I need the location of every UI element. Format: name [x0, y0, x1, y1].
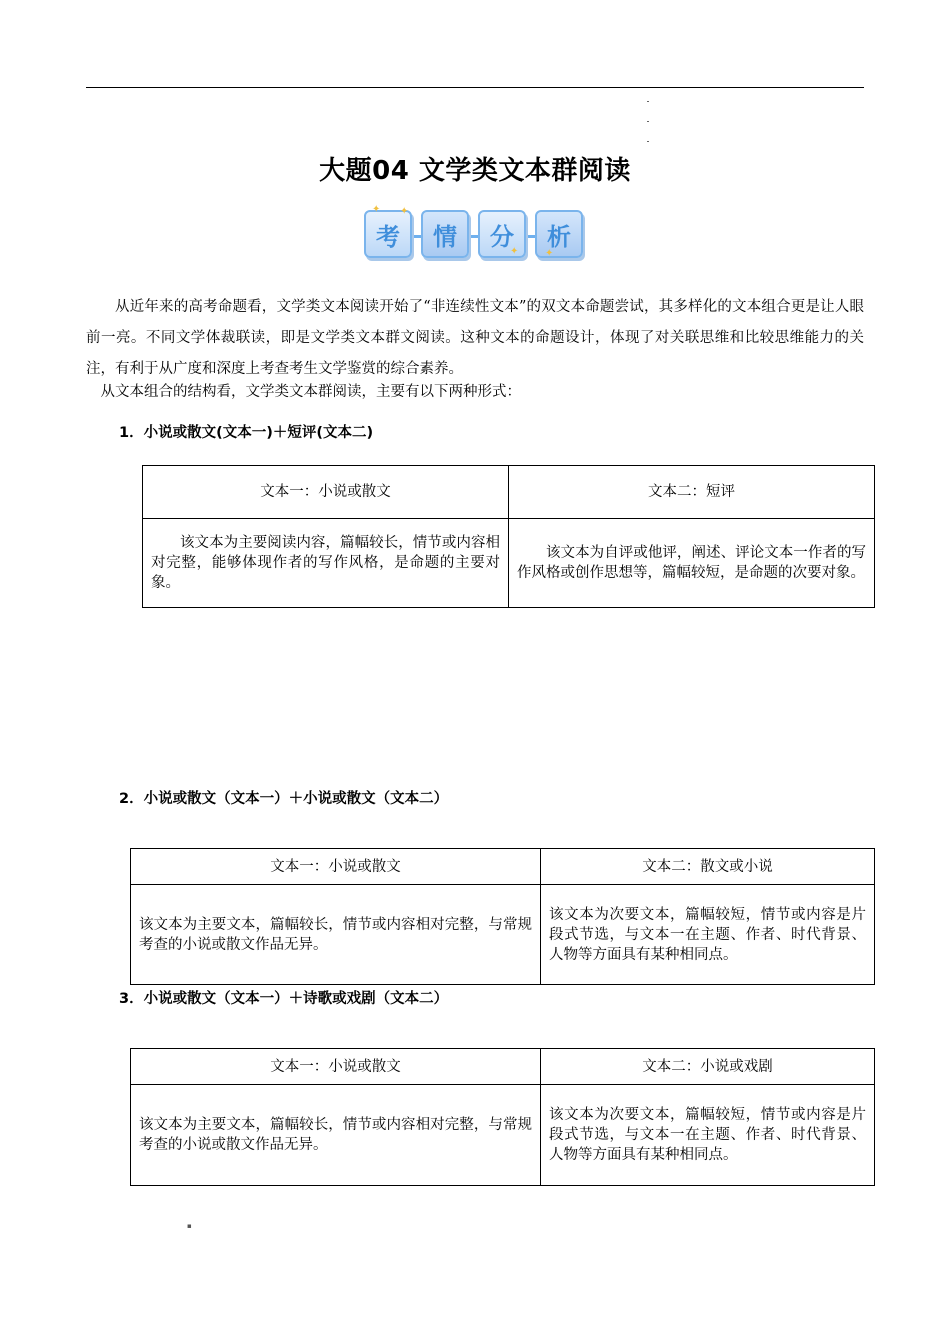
sparkle-icon: ✦ — [400, 206, 409, 217]
table-cell: 该文本为主要文本，篇幅较长，情节或内容相对完整，与常规考查的小说或散文作品无异。 — [131, 1085, 541, 1186]
table-cell: 该文本为次要文本，篇幅较短，情节或内容是片段式节选，与文本一在主题、作者、时代背景、人物等方面具有某种相同点。 — [541, 1085, 875, 1186]
sparkle-icon: ✦ — [545, 248, 554, 259]
table-row — [131, 1085, 875, 1186]
header-rule — [86, 87, 864, 88]
badge-kao: 考 — [364, 210, 412, 258]
table-cell: 该文本为主要阅读内容，篇幅较长，情节或内容相对完整，能够体现作者的写作风格，是命题的主要对象。 — [143, 519, 509, 608]
badge-xi: 析 — [535, 210, 583, 258]
table-row — [131, 885, 875, 985]
comparison-table-3 — [130, 1048, 875, 1186]
table-header-row — [143, 466, 875, 519]
intro-paragraph: 从近年来的高考命题看，文学类文本阅读开始了“非连续性文本”的双文本命题尝试，其多样化的文本组合更是让人眼前一亮。不同文学体裁联读，即是文学类文本群文阅读。这种文本的命题设计，体现了对关联思维和比较思维能力的关注，有利于从广度和深度上考查考生文学鉴赏的综合素养。 — [86, 299, 864, 377]
section-heading-1: 1．小说或散文(文本一)＋短评(文本二) — [119, 425, 374, 441]
section-heading-2: 2．小说或散文（文本一）＋小说或散文（文本二） — [119, 791, 449, 807]
sparkle-icon: ✦ — [510, 246, 519, 257]
table-row — [143, 519, 875, 608]
analysis-badge-banner — [360, 204, 590, 264]
table-cell: 该文本为次要文本，篇幅较短，情节或内容是片段式节选，与文本一在主题、作者、时代背景、人物等方面具有某种相同点。 — [541, 885, 875, 985]
intro-structure-paragraph: 从文本组合的结构看，文学类文本群阅读，主要有以下两种形式： — [100, 384, 521, 400]
comparison-table-1 — [142, 465, 875, 608]
badge-qing: 情 — [421, 210, 469, 258]
footer-mark: ▪ — [187, 1222, 192, 1230]
table-cell: 该文本为主要文本，篇幅较长，情节或内容相对完整，与常规考查的小说或散文作品无异。 — [131, 885, 541, 985]
section-heading-3: 3．小说或散文（文本一）＋诗歌或戏剧（文本二） — [119, 991, 449, 1007]
sparkle-icon: ✦ — [372, 204, 381, 215]
margin-tick-mark — [647, 101, 649, 102]
table-header-cell: 文本一：小说或散文 — [131, 1049, 541, 1085]
table-cell: 该文本为自评或他评，阐述、评论文本一作者的写作风格或创作思想等，篇幅较短，是命题的次要对象。 — [509, 519, 875, 608]
badge-fen: 分 — [478, 210, 526, 258]
table-header-row — [131, 1049, 875, 1085]
table-header-cell: 文本二：小说或戏剧 — [541, 1049, 875, 1085]
page-title: 大题04 文学类文本群阅读 — [319, 156, 631, 186]
table-header-cell: 文本二：短评 — [509, 466, 875, 519]
table-header-row — [131, 849, 875, 885]
margin-tick-mark — [647, 121, 649, 122]
margin-tick-mark — [647, 141, 649, 142]
table-header-cell: 文本一：小说或散文 — [131, 849, 541, 885]
table-header-cell: 文本一：小说或散文 — [143, 466, 509, 519]
comparison-table-2 — [130, 848, 875, 985]
table-header-cell: 文本二：散文或小说 — [541, 849, 875, 885]
